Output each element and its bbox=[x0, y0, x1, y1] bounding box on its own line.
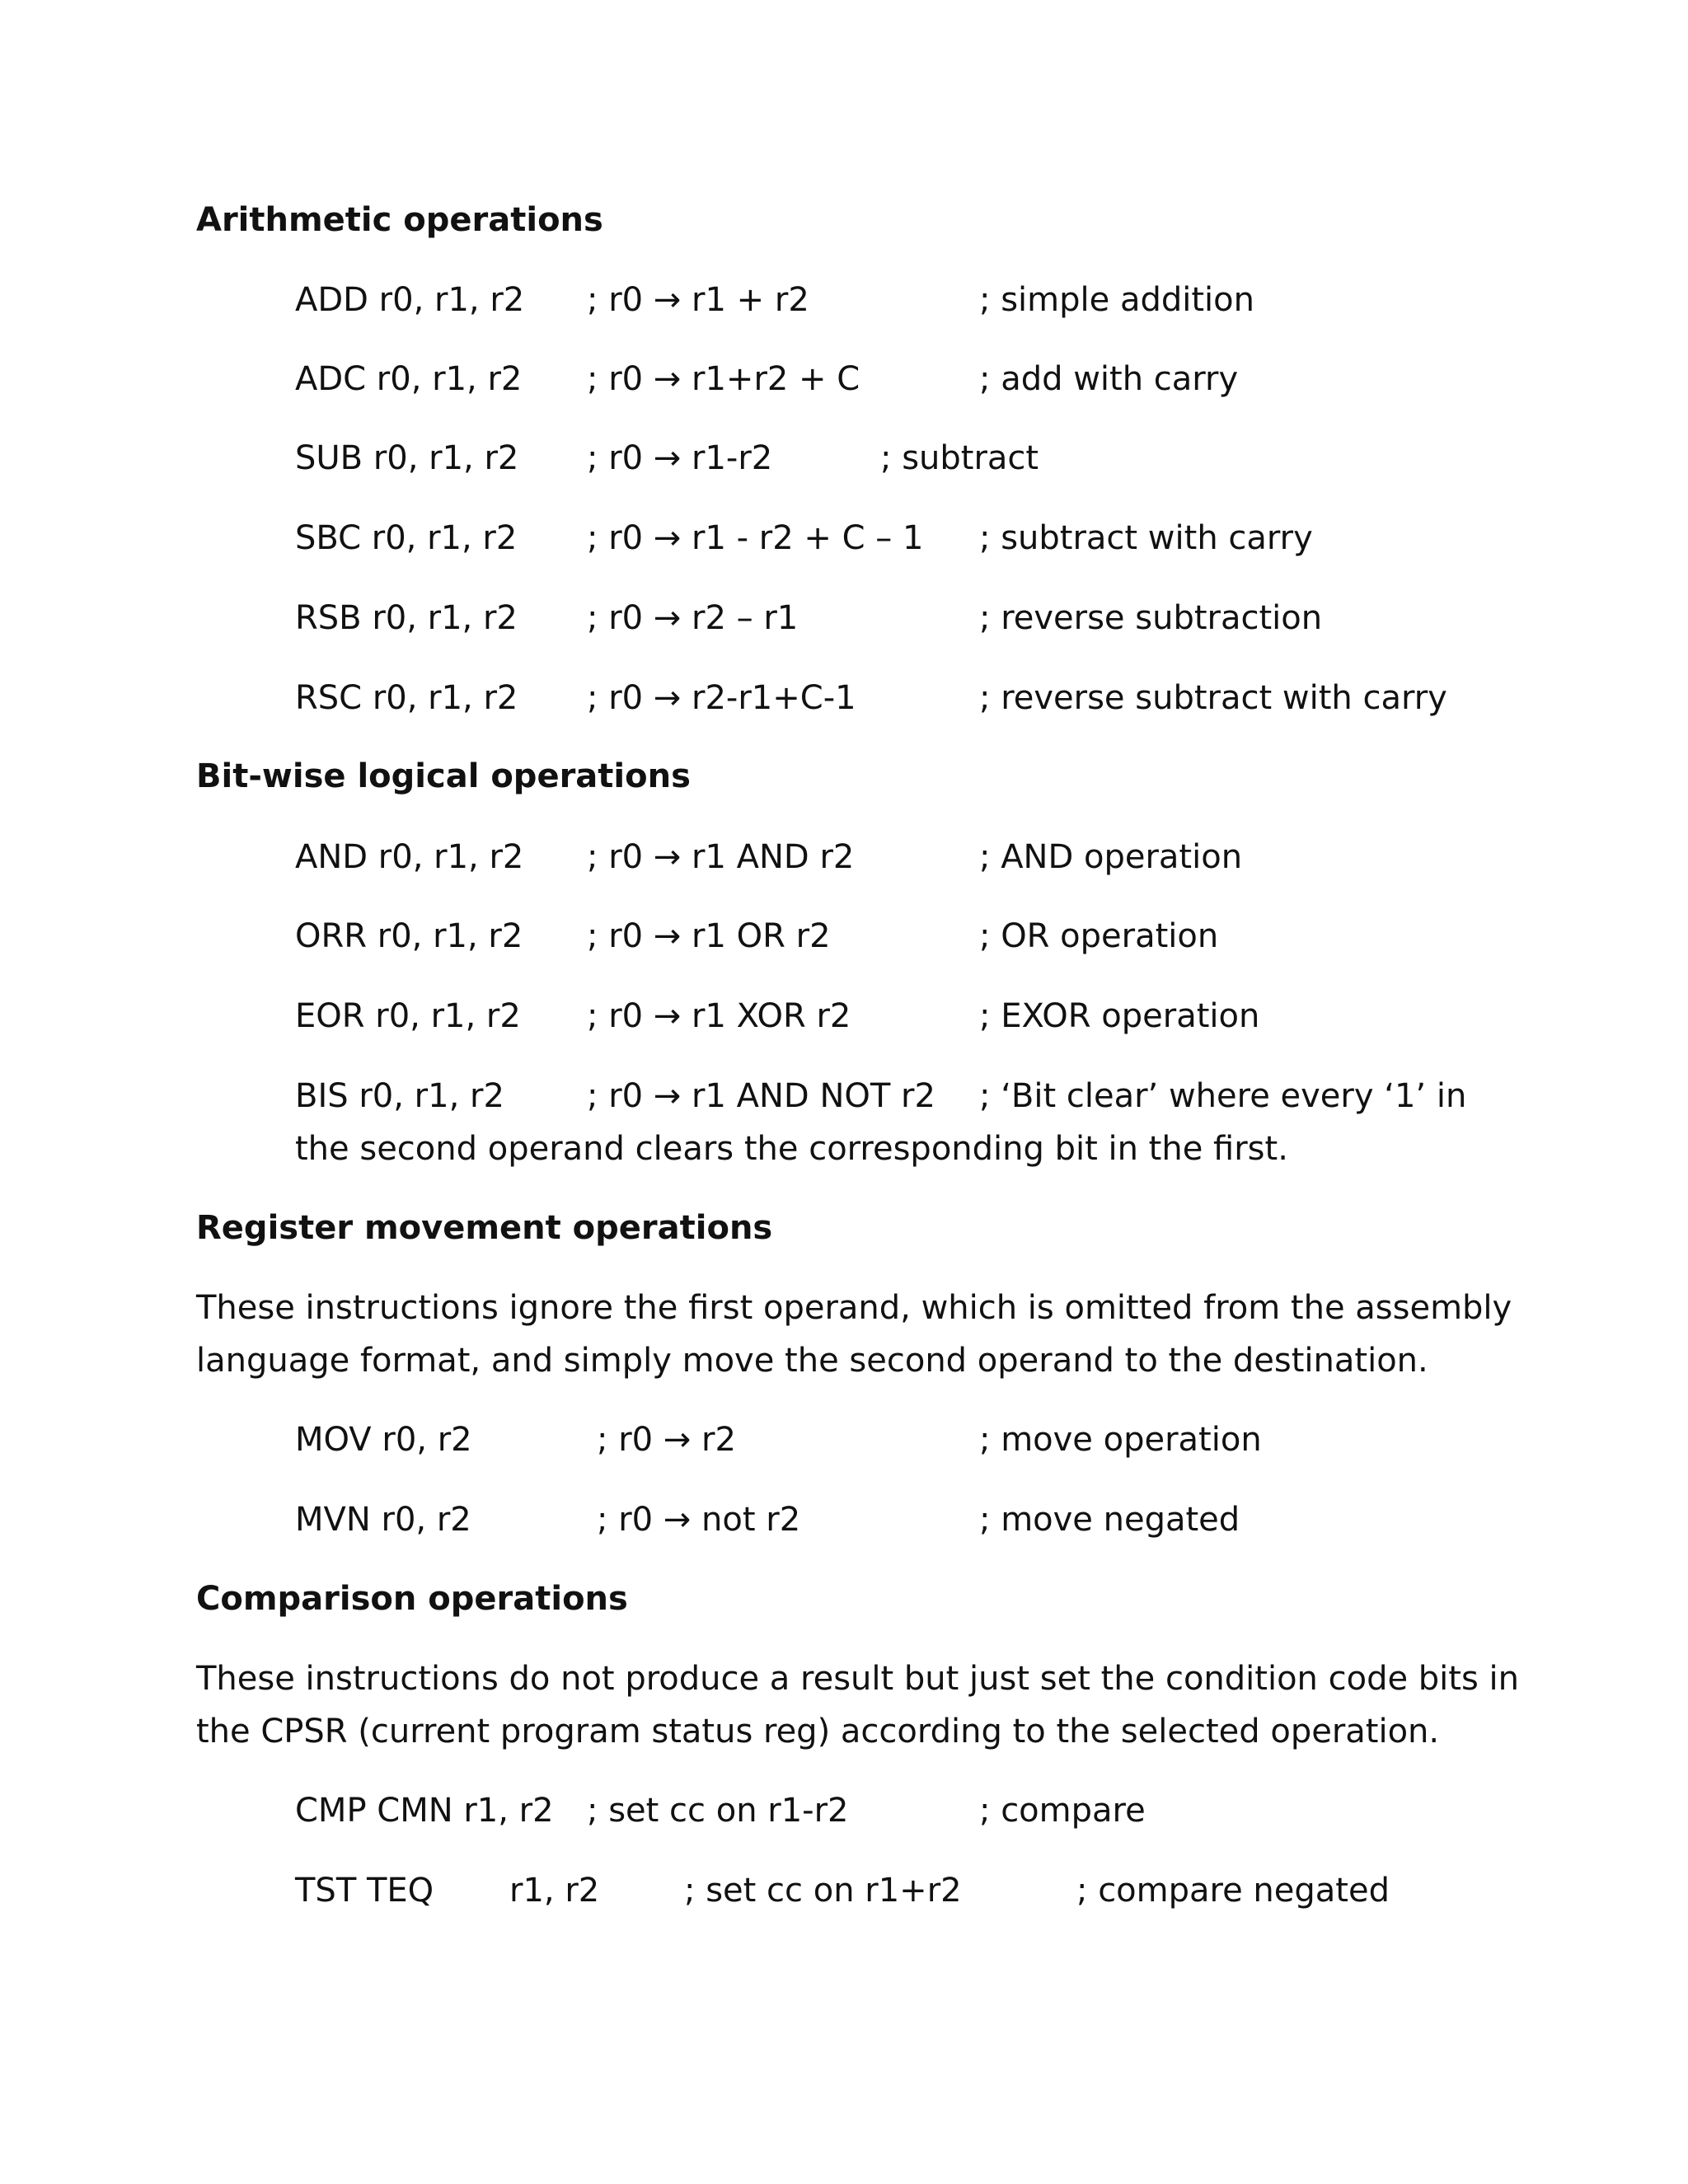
effect-adc: ; r0 → r1+r2 + C bbox=[587, 360, 860, 398]
comment-adc: ; add with carry bbox=[979, 360, 1239, 398]
effect-sbc: ; r0 → r1 - r2 + C – 1 bbox=[587, 519, 924, 557]
comment-rsc: ; reverse subtract with carry bbox=[979, 679, 1447, 717]
instruction-sub: SUB r0, r1, r2 bbox=[295, 439, 519, 477]
comparison-paragraph-line-2: the CPSR (current program status reg) according to the selected operation. bbox=[196, 1713, 1440, 1750]
instruction-bis: BIS r0, r1, r2 bbox=[295, 1077, 504, 1115]
comment-tst-teq: ; compare negated bbox=[1076, 1872, 1390, 1910]
instruction-eor: EOR r0, r1, r2 bbox=[295, 997, 521, 1035]
effect-mov: ; r0 → r2 bbox=[597, 1421, 736, 1459]
effect-and: ; r0 → r1 AND r2 bbox=[587, 838, 855, 876]
comment-mvn: ; move negated bbox=[979, 1501, 1240, 1539]
instruction-orr: ORR r0, r1, r2 bbox=[295, 917, 523, 955]
section-heading-arithmetic: Arithmetic operations bbox=[196, 201, 603, 239]
comment-mov: ; move operation bbox=[979, 1421, 1262, 1459]
section-heading-movement: Register movement operations bbox=[196, 1209, 773, 1247]
instruction-adc: ADC r0, r1, r2 bbox=[295, 360, 523, 398]
comment-sub: ; subtract bbox=[880, 439, 1039, 477]
comparison-paragraph-line-1: These instructions do not produce a result but just set the condition code bits in bbox=[196, 1660, 1519, 1698]
comment-and: ; AND operation bbox=[979, 838, 1243, 876]
comment-sbc: ; subtract with carry bbox=[979, 519, 1313, 557]
comment-cmp-cmn: ; compare bbox=[979, 1792, 1146, 1830]
instruction-mov: MOV r0, r2 bbox=[295, 1421, 472, 1459]
effect-add: ; r0 → r1 + r2 bbox=[587, 281, 809, 319]
effect-tst-teq: ; set cc on r1+r2 bbox=[684, 1872, 962, 1910]
section-heading-logical: Bit-wise logical operations bbox=[196, 757, 691, 795]
effect-eor: ; r0 → r1 XOR r2 bbox=[587, 997, 851, 1035]
instruction-tst-teq: TST TEQ bbox=[295, 1872, 434, 1910]
comment-bis-continuation: the second operand clears the corresponding bit in the first. bbox=[295, 1130, 1288, 1168]
effect-orr: ; r0 → r1 OR r2 bbox=[587, 917, 831, 955]
comment-bis: ; ‘Bit clear’ where every ‘1’ in bbox=[979, 1077, 1467, 1115]
comment-add: ; simple addition bbox=[979, 281, 1254, 319]
movement-paragraph-line-1: These instructions ignore the first operand, which is omitted from the assembly bbox=[196, 1289, 1512, 1327]
instruction-add: ADD r0, r1, r2 bbox=[295, 281, 525, 319]
movement-paragraph-line-2: language format, and simply move the second operand to the destination. bbox=[196, 1342, 1428, 1380]
instruction-cmp-cmn: CMP CMN r1, r2 bbox=[295, 1792, 554, 1830]
operands-tst-teq: r1, r2 bbox=[509, 1872, 600, 1910]
comment-rsb: ; reverse subtraction bbox=[979, 599, 1323, 637]
effect-bis: ; r0 → r1 AND NOT r2 bbox=[587, 1077, 935, 1115]
instruction-rsb: RSB r0, r1, r2 bbox=[295, 599, 518, 637]
instruction-rsc: RSC r0, r1, r2 bbox=[295, 679, 518, 717]
instruction-mvn: MVN r0, r2 bbox=[295, 1501, 471, 1539]
comment-orr: ; OR operation bbox=[979, 917, 1219, 955]
comment-eor: ; EXOR operation bbox=[979, 997, 1260, 1035]
effect-sub: ; r0 → r1-r2 bbox=[587, 439, 773, 477]
effect-rsb: ; r0 → r2 – r1 bbox=[587, 599, 799, 637]
effect-cmp-cmn: ; set cc on r1-r2 bbox=[587, 1792, 849, 1830]
instruction-and: AND r0, r1, r2 bbox=[295, 838, 524, 876]
instruction-sbc: SBC r0, r1, r2 bbox=[295, 519, 518, 557]
effect-rsc: ; r0 → r2-r1+C-1 bbox=[587, 679, 856, 717]
section-heading-comparison: Comparison operations bbox=[196, 1580, 628, 1618]
effect-mvn: ; r0 → not r2 bbox=[597, 1501, 801, 1539]
